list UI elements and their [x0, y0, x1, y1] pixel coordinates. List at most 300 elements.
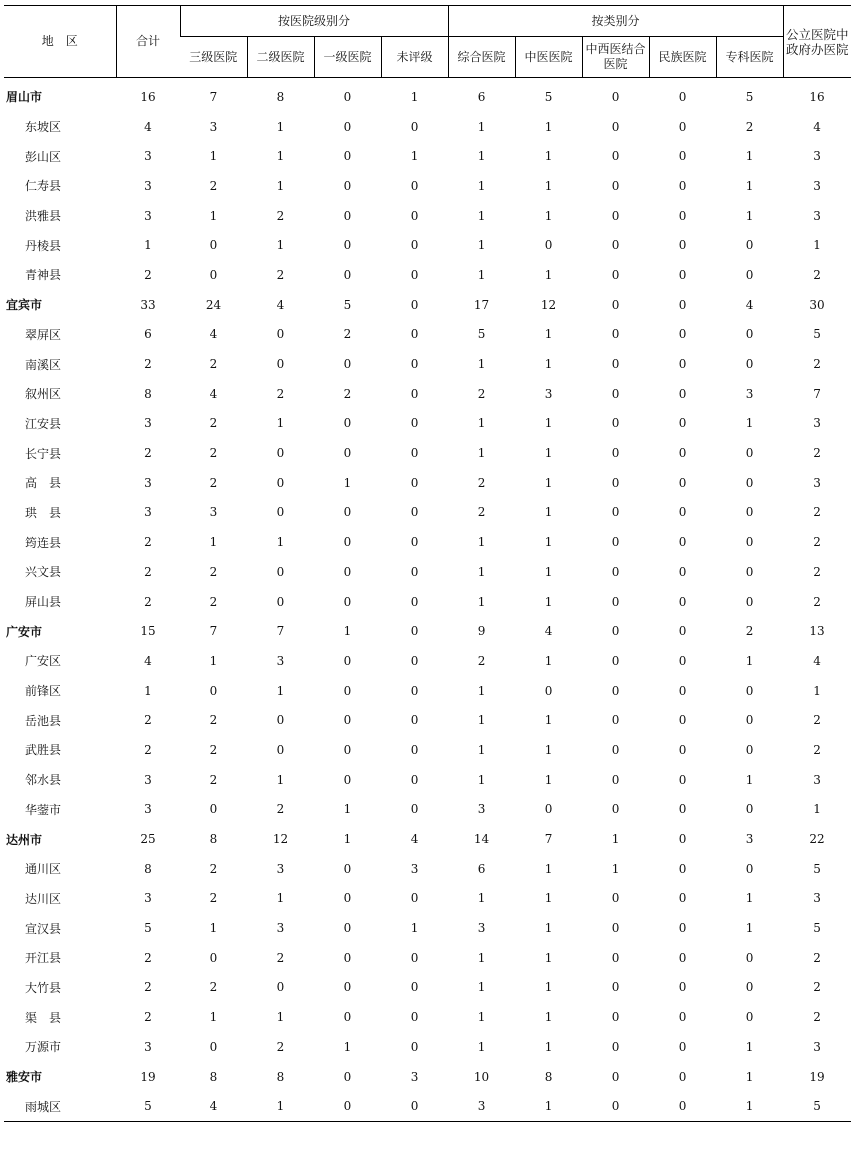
row-value-cell: 0: [611, 742, 620, 757]
row-value-cell: 0: [678, 594, 687, 609]
row-value-cell: 1: [544, 1039, 553, 1054]
row-value-cell: 0: [611, 416, 620, 431]
header-level-1: 一级医院: [314, 37, 381, 78]
row-value-cell: 1: [544, 416, 553, 431]
row-value-cell: 0: [276, 980, 285, 995]
row-value-cell: 0: [410, 802, 419, 817]
row-value-cell: 0: [611, 1010, 620, 1025]
row-value-cell: 3: [813, 772, 821, 787]
row-value-cell: 13: [809, 624, 825, 639]
row-value-cell: 0: [410, 446, 419, 461]
table-row-county: [4, 201, 851, 231]
row-value-cell: 1: [544, 653, 553, 668]
row-value-cell: 0: [410, 208, 419, 223]
row-value-cell: 1: [745, 178, 754, 193]
row-value-cell: 0: [611, 535, 620, 550]
row-value-cell: 1: [813, 802, 821, 817]
row-value-cell: 2: [745, 624, 754, 639]
row-value-cell: 0: [745, 475, 754, 490]
row-value-cell: 1: [343, 1039, 352, 1054]
row-value-cell: 1: [144, 238, 152, 253]
row-value-cell: 0: [343, 119, 352, 134]
row-value-cell: 1: [410, 89, 419, 104]
row-value-cell: 1: [410, 149, 419, 164]
row-value-cell: 3: [276, 653, 285, 668]
row-value-cell: 0: [745, 535, 754, 550]
row-value-cell: 0: [611, 297, 620, 312]
row-value-cell: 19: [140, 1069, 156, 1084]
table-row-county: [4, 646, 851, 676]
row-value-cell: 9: [477, 624, 486, 639]
row-value-cell: 5: [544, 89, 553, 104]
row-value-cell: 3: [144, 208, 152, 223]
row-area-name: 丹棱县: [25, 238, 62, 253]
row-area-name: 宜宾市: [6, 298, 43, 313]
row-value-cell: 1: [477, 772, 486, 787]
row-value-cell: 1: [611, 861, 620, 876]
header-type-specialty: 专科医院: [716, 37, 783, 78]
table-row-county: [4, 320, 851, 350]
row-value-cell: 1: [745, 653, 754, 668]
row-value-cell: 14: [473, 832, 490, 847]
table-row-county: [4, 943, 851, 973]
row-value-cell: 0: [678, 535, 687, 550]
row-value-cell: 1: [544, 208, 553, 223]
row-area-name: 邻水县: [25, 773, 62, 788]
row-value-cell: 5: [343, 297, 352, 312]
row-value-cell: 0: [678, 832, 687, 847]
table-row-city: [4, 824, 851, 854]
row-value-cell: 2: [477, 505, 486, 520]
row-value-cell: 2: [144, 446, 152, 461]
row-area-name: 武胜县: [25, 743, 62, 758]
row-value-cell: 2: [477, 386, 486, 401]
row-value-cell: 12: [272, 832, 289, 847]
row-value-cell: 0: [745, 742, 754, 757]
row-value-cell: 0: [410, 950, 419, 965]
row-value-cell: 3: [144, 802, 152, 817]
row-value-cell: 1: [209, 208, 218, 223]
row-value-cell: 0: [745, 1010, 754, 1025]
row-value-cell: 5: [813, 861, 821, 876]
row-value-cell: 2: [813, 357, 821, 372]
row-value-cell: 0: [611, 357, 620, 372]
row-value-cell: 30: [809, 297, 825, 312]
row-value-cell: 1: [276, 683, 285, 698]
row-value-cell: 2: [276, 950, 285, 965]
row-value-cell: 0: [611, 446, 620, 461]
table-row-city: [4, 290, 851, 320]
row-value-cell: 2: [477, 653, 486, 668]
table-row-county: [4, 260, 851, 290]
row-value-cell: 0: [410, 980, 419, 995]
row-value-cell: 0: [611, 327, 620, 342]
table-row-county: [4, 527, 851, 557]
row-value-cell: 0: [209, 802, 218, 817]
row-value-cell: 2: [477, 475, 486, 490]
row-value-cell: 4: [209, 1099, 218, 1114]
row-value-cell: 8: [276, 89, 285, 104]
row-value-cell: 0: [209, 238, 218, 253]
row-value-cell: 2: [276, 386, 285, 401]
row-value-cell: 0: [276, 713, 285, 728]
row-value-cell: 1: [477, 1010, 486, 1025]
row-value-cell: 0: [611, 119, 620, 134]
row-value-cell: 1: [745, 772, 754, 787]
row-value-cell: 0: [745, 505, 754, 520]
row-value-cell: 0: [410, 1099, 419, 1114]
row-value-cell: 0: [678, 802, 687, 817]
row-value-cell: 0: [678, 742, 687, 757]
row-value-cell: 0: [745, 980, 754, 995]
row-value-cell: 3: [144, 505, 152, 520]
row-value-cell: 1: [477, 713, 486, 728]
row-value-cell: 2: [209, 446, 218, 461]
table-row-county: [4, 765, 851, 795]
row-value-cell: 0: [410, 772, 419, 787]
row-value-cell: 1: [343, 475, 352, 490]
row-value-cell: 0: [745, 713, 754, 728]
table-row-county: [4, 171, 851, 201]
row-value-cell: 0: [410, 238, 419, 253]
row-value-cell: 0: [678, 505, 687, 520]
table-row-county: [4, 409, 851, 439]
row-area-name: 前锋区: [25, 684, 62, 699]
row-value-cell: 0: [410, 1039, 419, 1054]
row-value-cell: 0: [745, 446, 754, 461]
row-value-cell: 0: [410, 891, 419, 906]
row-area-name: 渠 县: [25, 1010, 62, 1025]
row-value-cell: 2: [209, 475, 218, 490]
row-value-cell: 3: [144, 772, 152, 787]
row-value-cell: 4: [276, 297, 285, 312]
row-value-cell: 0: [611, 238, 620, 253]
row-value-cell: 3: [410, 1069, 419, 1084]
row-value-cell: 0: [343, 1010, 352, 1025]
row-value-cell: 1: [611, 832, 620, 847]
row-area-name: 达川区: [25, 891, 62, 906]
row-area-name: 雨城区: [25, 1099, 62, 1114]
row-value-cell: 0: [611, 564, 620, 579]
row-area-name: 岳池县: [25, 713, 62, 728]
row-value-cell: 1: [343, 624, 352, 639]
row-value-cell: 0: [209, 950, 218, 965]
row-value-cell: 5: [144, 921, 152, 936]
row-value-cell: 2: [144, 713, 152, 728]
row-value-cell: 0: [343, 357, 352, 372]
row-value-cell: 0: [276, 564, 285, 579]
row-value-cell: 3: [276, 921, 285, 936]
row-value-cell: 1: [276, 1099, 285, 1114]
row-value-cell: 1: [209, 1010, 218, 1025]
row-value-cell: 0: [611, 505, 620, 520]
row-value-cell: 2: [209, 891, 218, 906]
row-value-cell: 0: [343, 535, 352, 550]
row-value-cell: 2: [144, 267, 152, 282]
row-value-cell: 0: [410, 505, 419, 520]
row-value-cell: 1: [544, 178, 553, 193]
table-row-county: [4, 854, 851, 884]
row-value-cell: 7: [209, 624, 218, 639]
row-value-cell: 0: [410, 267, 419, 282]
row-value-cell: 3: [477, 802, 486, 817]
row-area-name: 开江县: [25, 951, 62, 966]
row-value-cell: 0: [343, 594, 352, 609]
row-value-cell: 0: [209, 267, 218, 282]
row-value-cell: 16: [140, 89, 156, 104]
row-value-cell: 3: [813, 416, 821, 431]
row-value-cell: 0: [745, 950, 754, 965]
row-value-cell: 0: [276, 446, 285, 461]
row-value-cell: 2: [813, 564, 821, 579]
row-value-cell: 5: [745, 89, 754, 104]
row-value-cell: 1: [745, 1069, 754, 1084]
table-row-county: [4, 1002, 851, 1032]
row-value-cell: 7: [276, 624, 285, 639]
row-value-cell: 0: [343, 178, 352, 193]
row-value-cell: 0: [745, 861, 754, 876]
row-area-name: 华蓥市: [25, 802, 62, 817]
row-value-cell: 1: [745, 149, 754, 164]
row-area-name: 长宁县: [25, 446, 62, 461]
row-value-cell: 0: [745, 238, 754, 253]
row-area-name: 筠连县: [25, 535, 62, 550]
row-value-cell: 7: [209, 89, 218, 104]
row-value-cell: 8: [144, 861, 152, 876]
row-value-cell: 1: [477, 178, 486, 193]
row-value-cell: 1: [477, 208, 486, 223]
row-value-cell: 0: [678, 713, 687, 728]
table-row-county: [4, 468, 851, 498]
row-value-cell: 0: [611, 475, 620, 490]
row-value-cell: 0: [276, 594, 285, 609]
row-value-cell: 2: [276, 267, 285, 282]
row-value-cell: 0: [410, 653, 419, 668]
row-value-cell: 0: [678, 208, 687, 223]
row-value-cell: 8: [144, 386, 152, 401]
row-value-cell: 0: [276, 475, 285, 490]
row-value-cell: 2: [144, 357, 152, 372]
row-value-cell: 3: [144, 475, 152, 490]
row-value-cell: 0: [678, 149, 687, 164]
row-value-cell: 0: [343, 505, 352, 520]
row-value-cell: 1: [477, 1039, 486, 1054]
table-row-county: [4, 112, 851, 142]
row-value-cell: 3: [209, 505, 218, 520]
row-value-cell: 3: [144, 891, 152, 906]
row-value-cell: 8: [544, 1069, 553, 1084]
row-value-cell: 2: [813, 446, 821, 461]
row-value-cell: 1: [477, 891, 486, 906]
row-value-cell: 1: [209, 535, 218, 550]
table-row-county: [4, 1091, 851, 1121]
row-value-cell: 2: [745, 119, 754, 134]
row-value-cell: 0: [343, 446, 352, 461]
row-value-cell: 0: [410, 742, 419, 757]
row-value-cell: 7: [813, 386, 821, 401]
row-value-cell: 2: [813, 713, 821, 728]
row-value-cell: 0: [410, 624, 419, 639]
row-value-cell: 0: [410, 416, 419, 431]
row-value-cell: 0: [611, 980, 620, 995]
row-value-cell: 4: [144, 653, 152, 668]
row-value-cell: 1: [813, 238, 821, 253]
header-type-ethnic: 民族医院: [649, 37, 716, 78]
table-row-county: [4, 973, 851, 1003]
row-value-cell: 16: [809, 89, 825, 104]
row-value-cell: 2: [276, 1039, 285, 1054]
row-value-cell: 24: [205, 297, 222, 312]
row-value-cell: 0: [611, 921, 620, 936]
row-value-cell: 0: [343, 208, 352, 223]
header-type-integrated: 中西医结合医院: [582, 37, 649, 78]
row-value-cell: 0: [611, 713, 620, 728]
row-value-cell: 0: [343, 1099, 352, 1114]
row-area-name: 广安市: [6, 624, 43, 639]
header-type-tcm: 中医医院: [515, 37, 582, 78]
row-value-cell: 0: [343, 980, 352, 995]
row-value-cell: 0: [745, 357, 754, 372]
row-value-cell: 2: [813, 742, 821, 757]
row-value-cell: 0: [611, 772, 620, 787]
table-row-city: [4, 616, 851, 646]
row-value-cell: 0: [611, 653, 620, 668]
row-value-cell: 0: [678, 327, 687, 342]
table-row-county: [4, 438, 851, 468]
row-value-cell: 3: [813, 149, 821, 164]
row-value-cell: 4: [813, 119, 821, 134]
row-value-cell: 0: [678, 950, 687, 965]
row-value-cell: 0: [410, 357, 419, 372]
row-value-cell: 12: [540, 297, 557, 312]
row-value-cell: 0: [678, 1099, 687, 1114]
row-area-name: 翠屏区: [25, 327, 62, 342]
row-value-cell: 3: [410, 861, 419, 876]
row-value-cell: 5: [477, 327, 486, 342]
row-value-cell: 0: [209, 683, 218, 698]
row-value-cell: 0: [410, 564, 419, 579]
row-value-cell: 0: [343, 742, 352, 757]
row-value-cell: 2: [813, 980, 821, 995]
row-value-cell: 2: [144, 564, 152, 579]
row-value-cell: 1: [745, 1099, 754, 1114]
row-value-cell: 0: [276, 357, 285, 372]
row-value-cell: 0: [343, 950, 352, 965]
row-value-cell: 0: [611, 386, 620, 401]
row-area-name: 青神县: [25, 268, 62, 283]
row-value-cell: 4: [144, 119, 152, 134]
row-value-cell: 1: [276, 416, 285, 431]
row-value-cell: 2: [813, 1010, 821, 1025]
row-value-cell: 2: [276, 208, 285, 223]
row-value-cell: 0: [611, 891, 620, 906]
row-value-cell: 1: [544, 713, 553, 728]
row-value-cell: 19: [809, 1069, 825, 1084]
row-value-cell: 1: [544, 475, 553, 490]
row-value-cell: 1: [544, 119, 553, 134]
row-value-cell: 0: [678, 416, 687, 431]
row-value-cell: 2: [209, 713, 218, 728]
row-value-cell: 0: [678, 564, 687, 579]
row-value-cell: 2: [209, 357, 218, 372]
row-value-cell: 0: [209, 1039, 218, 1054]
table-row-county: [4, 141, 851, 171]
row-value-cell: 0: [678, 921, 687, 936]
row-area-name: 屏山县: [25, 595, 62, 610]
row-value-cell: 4: [745, 297, 754, 312]
row-value-cell: 2: [813, 535, 821, 550]
row-value-cell: 1: [544, 1099, 553, 1114]
row-value-cell: 2: [813, 267, 821, 282]
table-row-county: [4, 795, 851, 825]
row-value-cell: 0: [343, 1069, 352, 1084]
row-value-cell: 0: [678, 772, 687, 787]
hospital-statistics-table: [4, 5, 851, 1122]
row-value-cell: 1: [477, 594, 486, 609]
row-value-cell: 0: [544, 238, 553, 253]
row-value-cell: 33: [140, 297, 156, 312]
row-value-cell: 1: [276, 535, 285, 550]
table-row-county: [4, 735, 851, 765]
row-value-cell: 0: [745, 564, 754, 579]
row-value-cell: 0: [544, 683, 553, 698]
hospital-statistics-table-container: [4, 5, 850, 1122]
row-value-cell: 1: [544, 1010, 553, 1025]
row-value-cell: 2: [209, 772, 218, 787]
row-value-cell: 0: [343, 921, 352, 936]
row-value-cell: 3: [477, 1099, 486, 1114]
table-row-county: [4, 498, 851, 528]
row-value-cell: 0: [343, 238, 352, 253]
row-value-cell: 2: [144, 1010, 152, 1025]
table-row-county: [4, 913, 851, 943]
row-value-cell: 3: [144, 178, 152, 193]
row-value-cell: 0: [611, 950, 620, 965]
row-value-cell: 1: [544, 357, 553, 372]
row-value-cell: 0: [410, 683, 419, 698]
row-value-cell: 1: [144, 683, 152, 698]
row-value-cell: 1: [477, 535, 486, 550]
row-value-cell: 0: [611, 802, 620, 817]
row-value-cell: 6: [477, 861, 486, 876]
row-value-cell: 0: [611, 178, 620, 193]
row-value-cell: 1: [745, 891, 754, 906]
table-row-county: [4, 557, 851, 587]
table-row-county: [4, 230, 851, 260]
row-value-cell: 3: [745, 832, 754, 847]
row-value-cell: 0: [410, 386, 419, 401]
header-level-unrated: 未评级: [381, 37, 448, 78]
row-area-name: 珙 县: [25, 505, 62, 520]
row-value-cell: 1: [745, 921, 754, 936]
row-value-cell: 1: [276, 238, 285, 253]
row-value-cell: 2: [144, 742, 152, 757]
header-by-type: 按类别分: [448, 6, 783, 37]
row-value-cell: 0: [410, 1010, 419, 1025]
row-value-cell: 2: [209, 178, 218, 193]
row-value-cell: 0: [611, 1099, 620, 1114]
row-value-cell: 0: [611, 208, 620, 223]
row-value-cell: 5: [813, 1099, 821, 1114]
row-area-name: 通川区: [25, 862, 62, 877]
row-value-cell: 0: [678, 297, 687, 312]
row-area-name: 眉山市: [6, 90, 43, 105]
row-value-cell: 2: [144, 950, 152, 965]
table-row-county: [4, 349, 851, 379]
row-value-cell: 1: [477, 950, 486, 965]
row-value-cell: 0: [678, 1010, 687, 1025]
row-value-cell: 0: [611, 624, 620, 639]
